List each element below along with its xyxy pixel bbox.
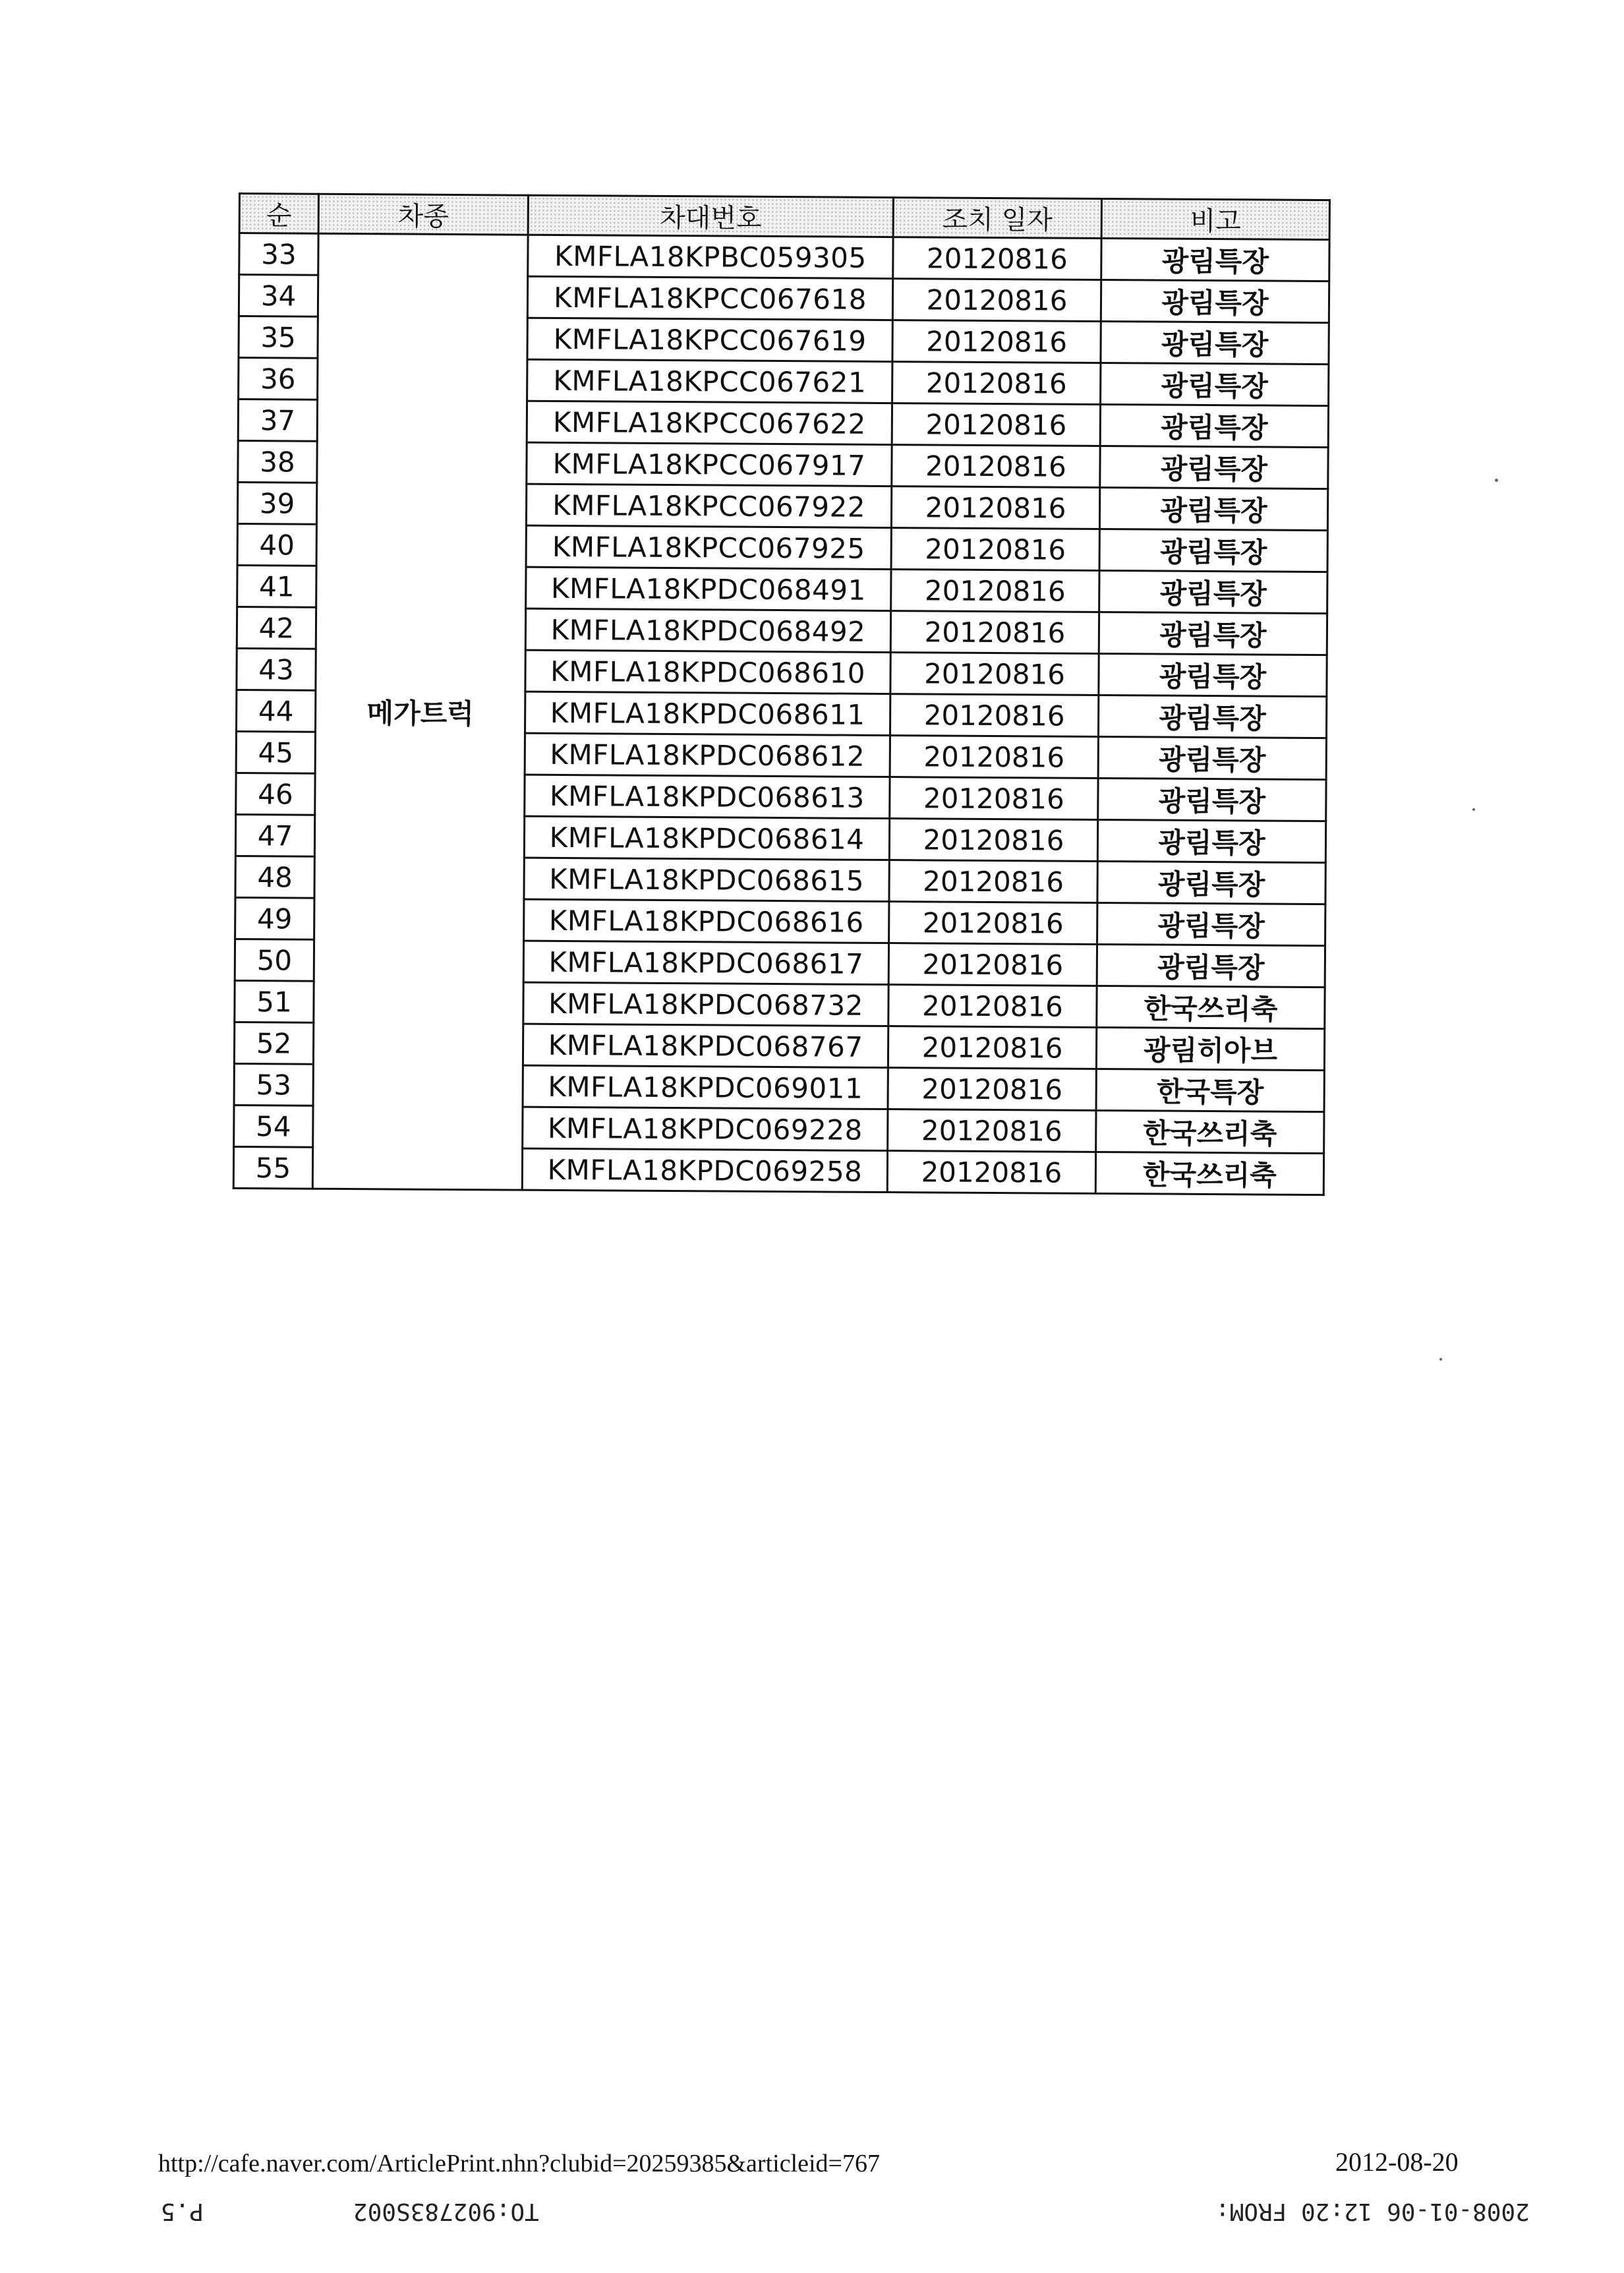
- row-number: 35: [239, 316, 318, 359]
- recall-table: [233, 192, 1331, 1196]
- row-number: 38: [238, 441, 317, 483]
- note-cell: 광림특장: [1100, 404, 1328, 447]
- note-cell: 광림히아브: [1096, 1027, 1324, 1070]
- scan-speck: [1495, 479, 1498, 482]
- row-number: 51: [235, 980, 314, 1022]
- vin-cell: KMFLA18KPCC067622: [527, 401, 892, 444]
- row-number: 52: [234, 1022, 313, 1064]
- header-date: 조치 일자: [893, 198, 1101, 239]
- vin-cell: KMFLA18KPDC069228: [523, 1107, 888, 1150]
- action-date-cell: 20120816: [889, 860, 1097, 903]
- note-cell: 광림특장: [1098, 778, 1326, 821]
- note-cell: 광림특장: [1098, 695, 1326, 738]
- vin-cell: KMFLA18KPDC068732: [523, 982, 888, 1026]
- vin-cell: KMFLA18KPBC059305: [528, 235, 893, 278]
- header-no: 순: [239, 194, 318, 234]
- row-number: 47: [235, 814, 314, 856]
- action-date-cell: 20120816: [892, 279, 1101, 322]
- note-cell: 광림특장: [1099, 653, 1327, 696]
- row-number: 54: [234, 1105, 313, 1147]
- vin-cell: KMFLA18KPDC068612: [525, 733, 890, 777]
- note-cell: 광림특장: [1099, 612, 1327, 655]
- vin-cell: KMFLA18KPCC067618: [527, 276, 892, 320]
- note-cell: 광림특장: [1098, 736, 1326, 779]
- vin-cell: KMFLA18KPCC067925: [526, 525, 891, 569]
- vin-cell: KMFLA18KPCC067917: [527, 442, 892, 486]
- action-date-cell: 20120816: [893, 237, 1101, 280]
- note-cell: 광림특장: [1097, 902, 1325, 945]
- vin-cell: KMFLA18KPDC068611: [525, 692, 890, 735]
- scan-speck: [1439, 1358, 1442, 1361]
- vin-cell: KMFLA18KPDC068616: [524, 899, 889, 943]
- action-date-cell: 20120816: [890, 694, 1098, 737]
- row-number: 55: [233, 1146, 312, 1189]
- action-date-cell: 20120816: [891, 570, 1099, 612]
- row-number: 36: [239, 358, 318, 400]
- row-number: 45: [236, 731, 315, 773]
- row-number: 53: [234, 1063, 313, 1106]
- vin-cell: KMFLA18KPDC069011: [523, 1065, 888, 1109]
- action-date-cell: 20120816: [892, 320, 1101, 363]
- action-date-cell: 20120816: [890, 611, 1099, 654]
- note-cell: 광림특장: [1101, 280, 1329, 322]
- action-date-cell: 20120816: [888, 1026, 1096, 1069]
- row-number: 46: [236, 773, 315, 815]
- action-date-cell: 20120816: [887, 1151, 1095, 1194]
- print-date: 2012-08-20: [1335, 2147, 1459, 2177]
- vin-cell: KMFLA18KPCC067922: [526, 484, 891, 527]
- note-cell: 광림특장: [1097, 944, 1325, 987]
- fax-header: 2008-01-06 12:20 FROM:: [1215, 2198, 1530, 2225]
- vin-cell: KMFLA18KPDC068767: [523, 1024, 888, 1067]
- action-date-cell: 20120816: [891, 528, 1099, 571]
- note-cell: 광림특장: [1099, 487, 1327, 530]
- row-number: 42: [237, 606, 316, 649]
- vin-cell: KMFLA18KPDC068491: [526, 567, 891, 610]
- row-number: 50: [235, 939, 314, 981]
- note-cell: 광림특장: [1099, 570, 1327, 613]
- header-vin: 차대번호: [528, 195, 893, 237]
- action-date-cell: 20120816: [890, 653, 1099, 695]
- row-number: 40: [237, 523, 316, 566]
- table-header-row: [239, 194, 1329, 240]
- row-number: 34: [239, 275, 318, 317]
- header-note: 비고: [1101, 198, 1329, 239]
- note-cell: 광림특장: [1101, 363, 1329, 405]
- note-cell: 광림특장: [1097, 861, 1325, 904]
- note-cell: 광림특장: [1099, 529, 1327, 572]
- vin-cell: KMFLA18KPDC069258: [522, 1148, 887, 1192]
- action-date-cell: 20120816: [889, 819, 1097, 862]
- action-date-cell: 20120816: [892, 403, 1100, 446]
- action-date-cell: 20120816: [889, 902, 1097, 945]
- note-cell: 한국쓰리축: [1096, 1110, 1324, 1153]
- header-model: 차종: [318, 194, 528, 235]
- note-cell: 광림특장: [1101, 238, 1329, 281]
- fax-recipient: TO:902783S002: [353, 2198, 539, 2225]
- vin-cell: KMFLA18KPDC068614: [524, 816, 889, 860]
- vin-cell: KMFLA18KPDC068613: [525, 775, 890, 818]
- action-date-cell: 20120816: [892, 362, 1101, 405]
- fax-page-number: P.5: [161, 2198, 204, 2225]
- note-cell: 광림특장: [1097, 819, 1325, 862]
- action-date-cell: 20120816: [888, 1109, 1096, 1152]
- row-number: 37: [238, 399, 317, 442]
- action-date-cell: 20120816: [890, 736, 1098, 779]
- vin-cell: KMFLA18KPDC068492: [525, 608, 890, 652]
- note-cell: 광림특장: [1100, 446, 1328, 488]
- row-number: 44: [237, 690, 316, 732]
- row-number: 43: [237, 648, 316, 690]
- note-cell: 광림특장: [1101, 321, 1329, 364]
- row-number: 41: [237, 565, 316, 607]
- action-date-cell: 20120816: [892, 445, 1100, 488]
- action-date-cell: 20120816: [888, 943, 1097, 986]
- note-cell: 한국쓰리축: [1095, 1152, 1323, 1195]
- action-date-cell: 20120816: [891, 487, 1099, 529]
- vin-cell: KMFLA18KPDC068617: [523, 941, 888, 984]
- vehicle-model: 메가트럭: [312, 233, 528, 1190]
- note-cell: 한국특장: [1096, 1069, 1324, 1111]
- vin-cell: KMFLA18KPCC067621: [527, 359, 892, 403]
- row-number: 39: [237, 483, 316, 525]
- action-date-cell: 20120816: [888, 1068, 1096, 1111]
- table-body: [233, 233, 1329, 1195]
- row-number: 49: [235, 897, 314, 939]
- table-row: [239, 233, 1329, 281]
- row-number: 33: [239, 233, 318, 276]
- action-date-cell: 20120816: [890, 777, 1098, 820]
- row-number: 48: [235, 856, 314, 898]
- action-date-cell: 20120816: [888, 985, 1097, 1028]
- note-cell: 한국쓰리축: [1097, 986, 1325, 1028]
- scan-speck: [1472, 808, 1475, 811]
- vin-cell: KMFLA18KPDC068610: [525, 650, 890, 694]
- vin-cell: KMFLA18KPDC068615: [524, 858, 889, 901]
- source-url: http://cafe.naver.com/ArticlePrint.nhn?clubid=20259385&articleid=767: [158, 2150, 880, 2177]
- vin-cell: KMFLA18KPCC067619: [527, 318, 892, 361]
